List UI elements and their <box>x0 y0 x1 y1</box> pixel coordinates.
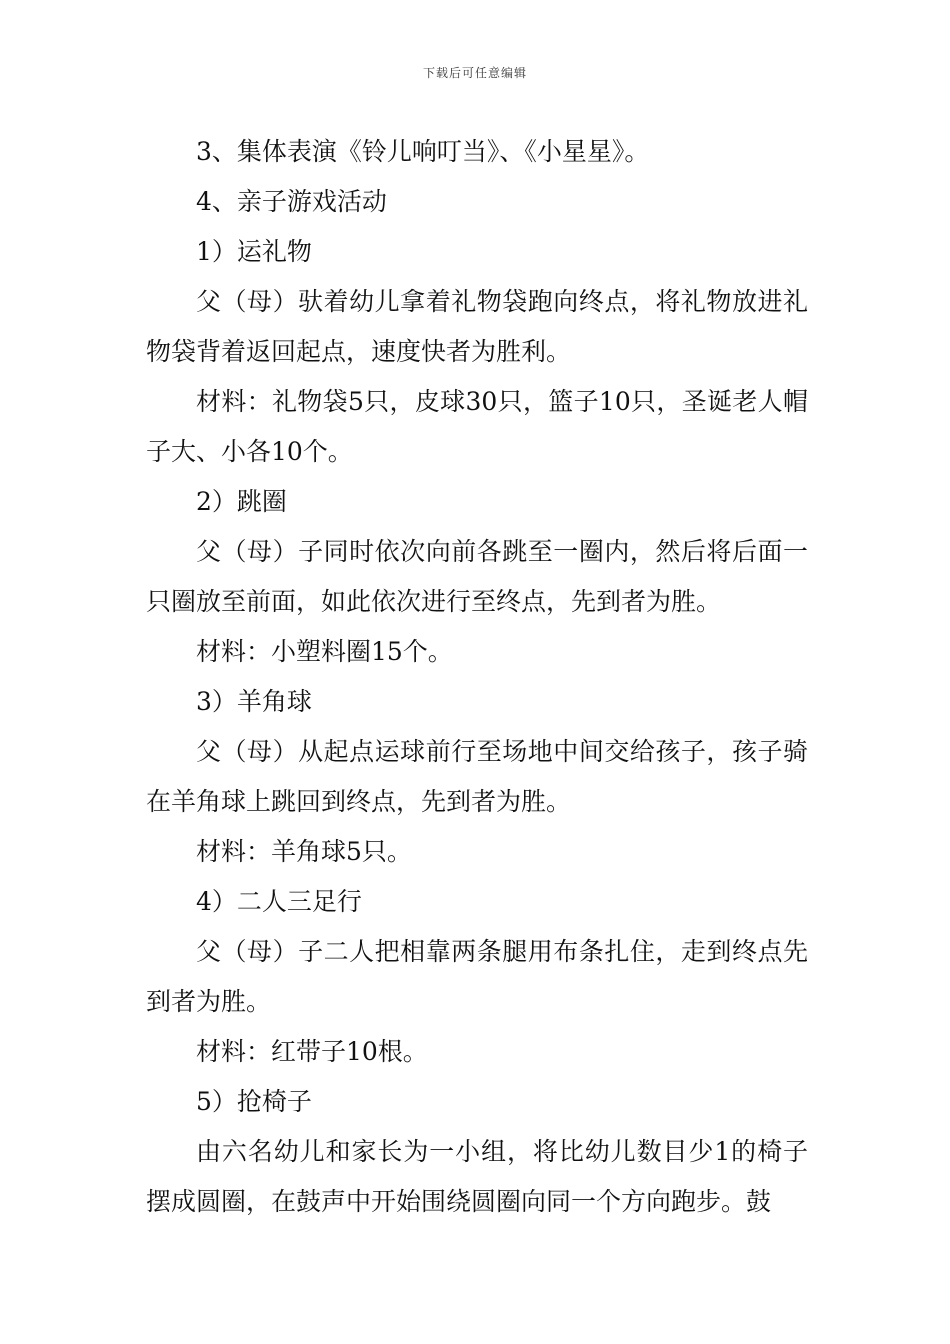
paragraph-performance: 3、集体表演《铃儿响叮当》、《小星星》。 <box>196 137 650 166</box>
page-header: 下载后可任意编辑 <box>422 66 527 80</box>
paragraph-game-3-materials: 材料：羊角球5只。 <box>196 837 412 866</box>
paragraph-game-4-rules: 父（母）子二人把相靠两条腿用布条扎住，走到终点先到者为胜。 <box>146 937 808 1016</box>
paragraph-game-3-rules: 父（母）从起点运球前行至场地中间交给孩子，孩子骑在羊角球上跳回到终点，先到者为胜。 <box>146 737 808 816</box>
heading-game-2: 2）跳圈 <box>196 487 287 516</box>
paragraph-game-2-rules: 父（母）子同时依次向前各跳至一圈内，然后将后面一只圈放至前面，如此依次进行至终点，先到者为胜。 <box>146 537 808 616</box>
paragraph-game-5-rules: 由六名幼儿和家长为一小组，将比幼儿数目少1的椅子摆成圆圈，在鼓声中开始围绕圆圈向同一个方向跑步。鼓 <box>146 1137 808 1216</box>
paragraph-game-1-materials: 材料：礼物袋5只，皮球30只，篮子10只，圣诞老人帽子大、小各10个。 <box>146 387 808 466</box>
heading-game-3: 3）羊角球 <box>196 687 312 716</box>
heading-parent-child-games: 4、亲子游戏活动 <box>196 187 387 216</box>
paragraph-game-1-rules: 父（母）驮着幼儿拿着礼物袋跑向终点，将礼物放进礼物袋背着返回起点，速度快者为胜利。 <box>146 287 808 366</box>
paragraph-game-4-materials: 材料：红带子10根。 <box>196 1037 428 1066</box>
heading-game-4: 4）二人三足行 <box>196 887 362 916</box>
document-body <box>146 127 808 1227</box>
heading-game-5: 5）抢椅子 <box>196 1087 312 1116</box>
heading-game-1: 1）运礼物 <box>196 237 312 266</box>
paragraph-game-2-materials: 材料：小塑料圈15个。 <box>196 637 453 666</box>
